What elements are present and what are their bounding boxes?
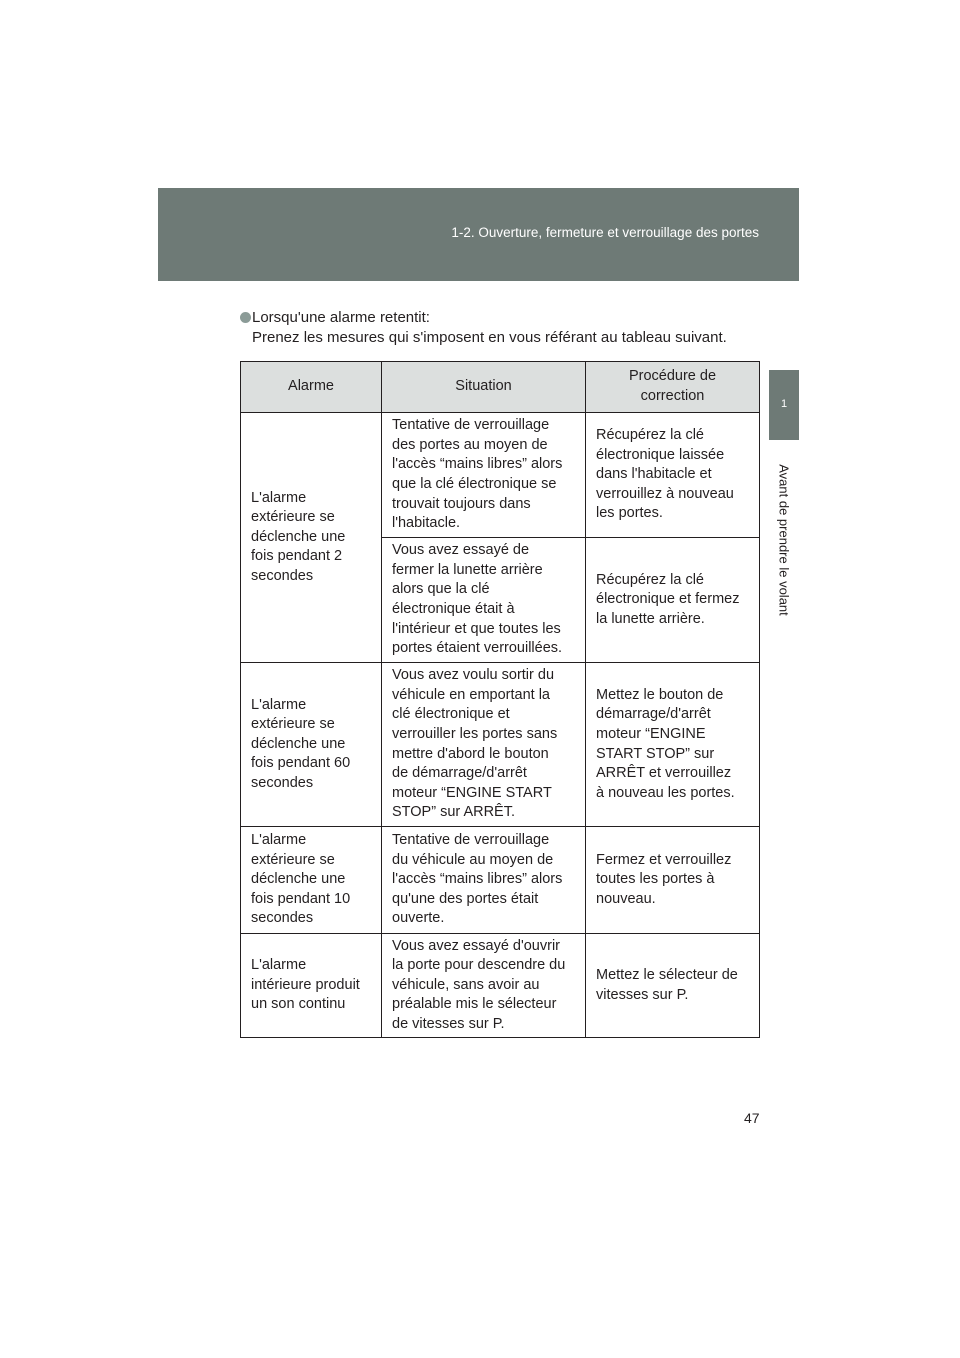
alarm-table bbox=[240, 361, 760, 1038]
chapter-side-label: Avant de prendre le volant bbox=[776, 464, 792, 616]
section-title: 1-2. Ouverture, fermeture et verrouillage des portes bbox=[451, 225, 759, 240]
chapter-tab bbox=[769, 370, 799, 440]
correction-cell: Récupérez la clé électronique laissée dans l'habitacle et verrouillez à nouveau les portes. bbox=[586, 413, 760, 538]
table-row bbox=[241, 413, 760, 538]
bullet-icon bbox=[240, 312, 251, 323]
situation-cell: Vous avez voulu sortir du véhicule en emportant la clé électronique et verrouiller les portes sans mettre d'abord le bouton de démarrage/d'arrêt moteur “ENGINE START STOP” sur ARRÊT. bbox=[382, 663, 586, 827]
correction-cell: Fermez et verrouillez toutes les portes à nouveau. bbox=[586, 827, 760, 934]
column-header-correction: Procédure de correction bbox=[586, 362, 760, 413]
intro-line-2: Prenez les mesures qui s'imposent en vous référant au tableau suivant. bbox=[252, 329, 727, 346]
situation-cell: Tentative de verrouillage du véhicule au moyen de l'accès “mains libres” alors qu'une des portes était ouverte. bbox=[382, 827, 586, 934]
intro-note bbox=[240, 308, 780, 348]
situation-cell: Tentative de verrouillage des portes au moyen de l'accès “mains libres” alors que la clé électronique se trouvait toujours dans l'habitacle. bbox=[382, 413, 586, 538]
correction-cell: Récupérez la clé électronique et fermez la lunette arrière. bbox=[586, 538, 760, 663]
table-row bbox=[241, 663, 760, 827]
alarm-cell: L'alarme extérieure se déclenche une fois pendant 60 secondes bbox=[241, 663, 382, 827]
situation-cell: Vous avez essayé de fermer la lunette arrière alors que la clé électronique était à l'intérieur et que toutes les portes étaient verrouillées. bbox=[382, 538, 586, 663]
header-band bbox=[158, 188, 799, 281]
table-header-row bbox=[241, 362, 760, 413]
correction-cell: Mettez le sélecteur de vitesses sur P. bbox=[586, 934, 760, 1038]
page-number: 47 bbox=[744, 1110, 760, 1126]
table-row bbox=[241, 934, 760, 1038]
situation-cell: Vous avez essayé d'ouvrir la porte pour descendre du véhicule, sans avoir au préalable mis le sélecteur de vitesses sur P. bbox=[382, 934, 586, 1038]
chapter-number: 1 bbox=[780, 398, 788, 410]
correction-cell: Mettez le bouton de démarrage/d'arrêt moteur “ENGINE START STOP” sur ARRÊT et verrouillez à nouveau les portes. bbox=[586, 663, 760, 827]
intro-line-1: Lorsqu'une alarme retentit: bbox=[252, 309, 430, 326]
column-header-alarm: Alarme bbox=[241, 362, 382, 413]
alarm-cell: L'alarme extérieure se déclenche une fois pendant 2 secondes bbox=[241, 413, 382, 663]
table-row bbox=[241, 827, 760, 934]
column-header-situation: Situation bbox=[382, 362, 586, 413]
alarm-cell: L'alarme extérieure se déclenche une fois pendant 10 secondes bbox=[241, 827, 382, 934]
alarm-cell: L'alarme intérieure produit un son continu bbox=[241, 934, 382, 1038]
